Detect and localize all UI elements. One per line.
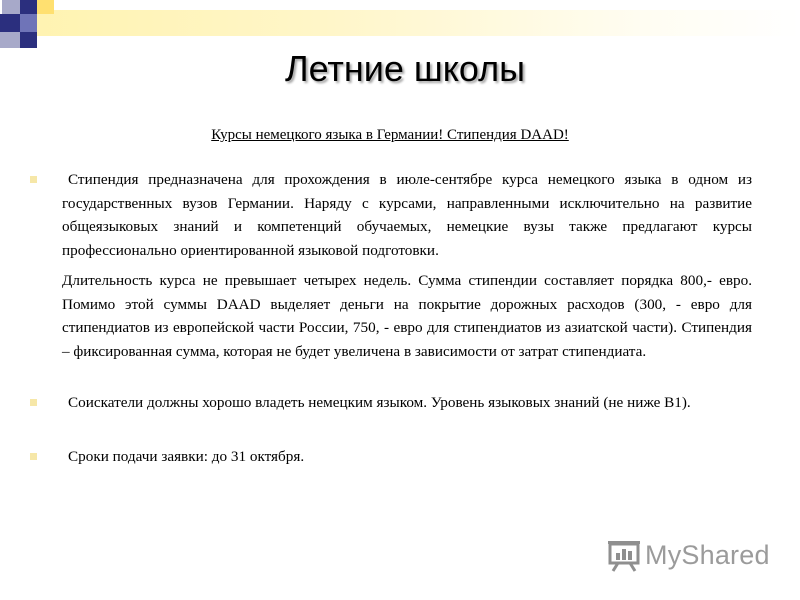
paragraph-text: Соискатели должны хорошо владеть немецким языком. Уровень языковых знаний (не ниже В1). bbox=[68, 394, 691, 411]
deco-square bbox=[37, 0, 54, 14]
presentation-board-icon bbox=[606, 538, 642, 572]
slide-title: Летние школы bbox=[284, 48, 526, 89]
deco-square bbox=[20, 14, 37, 32]
slide-body bbox=[62, 168, 752, 468]
header-decoration bbox=[0, 0, 800, 50]
continuation-paragraph bbox=[62, 269, 752, 363]
deco-square bbox=[20, 32, 37, 48]
bullet-paragraph bbox=[62, 391, 752, 415]
header-gradient-band bbox=[20, 10, 800, 36]
square-bullet-icon bbox=[30, 399, 37, 406]
paragraph-text: Длительность курса не превышает четырех недель. Сумма стипендии составляет порядка 800,- евро. Помимо этой суммы DAAD выделяет деньги на покрытие дорожных расходов (300, - евро для стипендиатов из европейской части России, 750, - евро для стипендиатов из азиатской части). Стипендия – фиксированная сумма, которая не будет увеличена в зависимости от затрат стипендиата. bbox=[62, 272, 752, 360]
square-bullet-icon bbox=[30, 176, 37, 183]
bullet-paragraph bbox=[62, 168, 752, 262]
deco-square bbox=[20, 0, 37, 14]
square-bullet-icon bbox=[30, 453, 37, 460]
deco-square bbox=[0, 32, 20, 48]
slide-subtitle: Курсы немецкого языка в Германии! Стипендия DAAD! bbox=[211, 127, 569, 143]
deco-square bbox=[0, 14, 20, 32]
watermark-brand-text: MyShared bbox=[645, 539, 770, 570]
deco-square bbox=[2, 0, 20, 14]
paragraph-text: Сроки подачи заявки: до 31 октября. bbox=[68, 447, 305, 465]
bullet-paragraph bbox=[62, 445, 752, 469]
myshared-watermark bbox=[606, 538, 770, 572]
paragraph-text: Стипендия предназначена для прохождения в июле-сентябре курса немецкого языка в одном из государственных вузов Германии. Наряду с курсами, направленными исключительно на развитие общеязыковых знаний и компетенций обучаемых, немецкие вузы также предлагают курсы профессионально ориентированной языковой подготовки. bbox=[62, 171, 752, 259]
